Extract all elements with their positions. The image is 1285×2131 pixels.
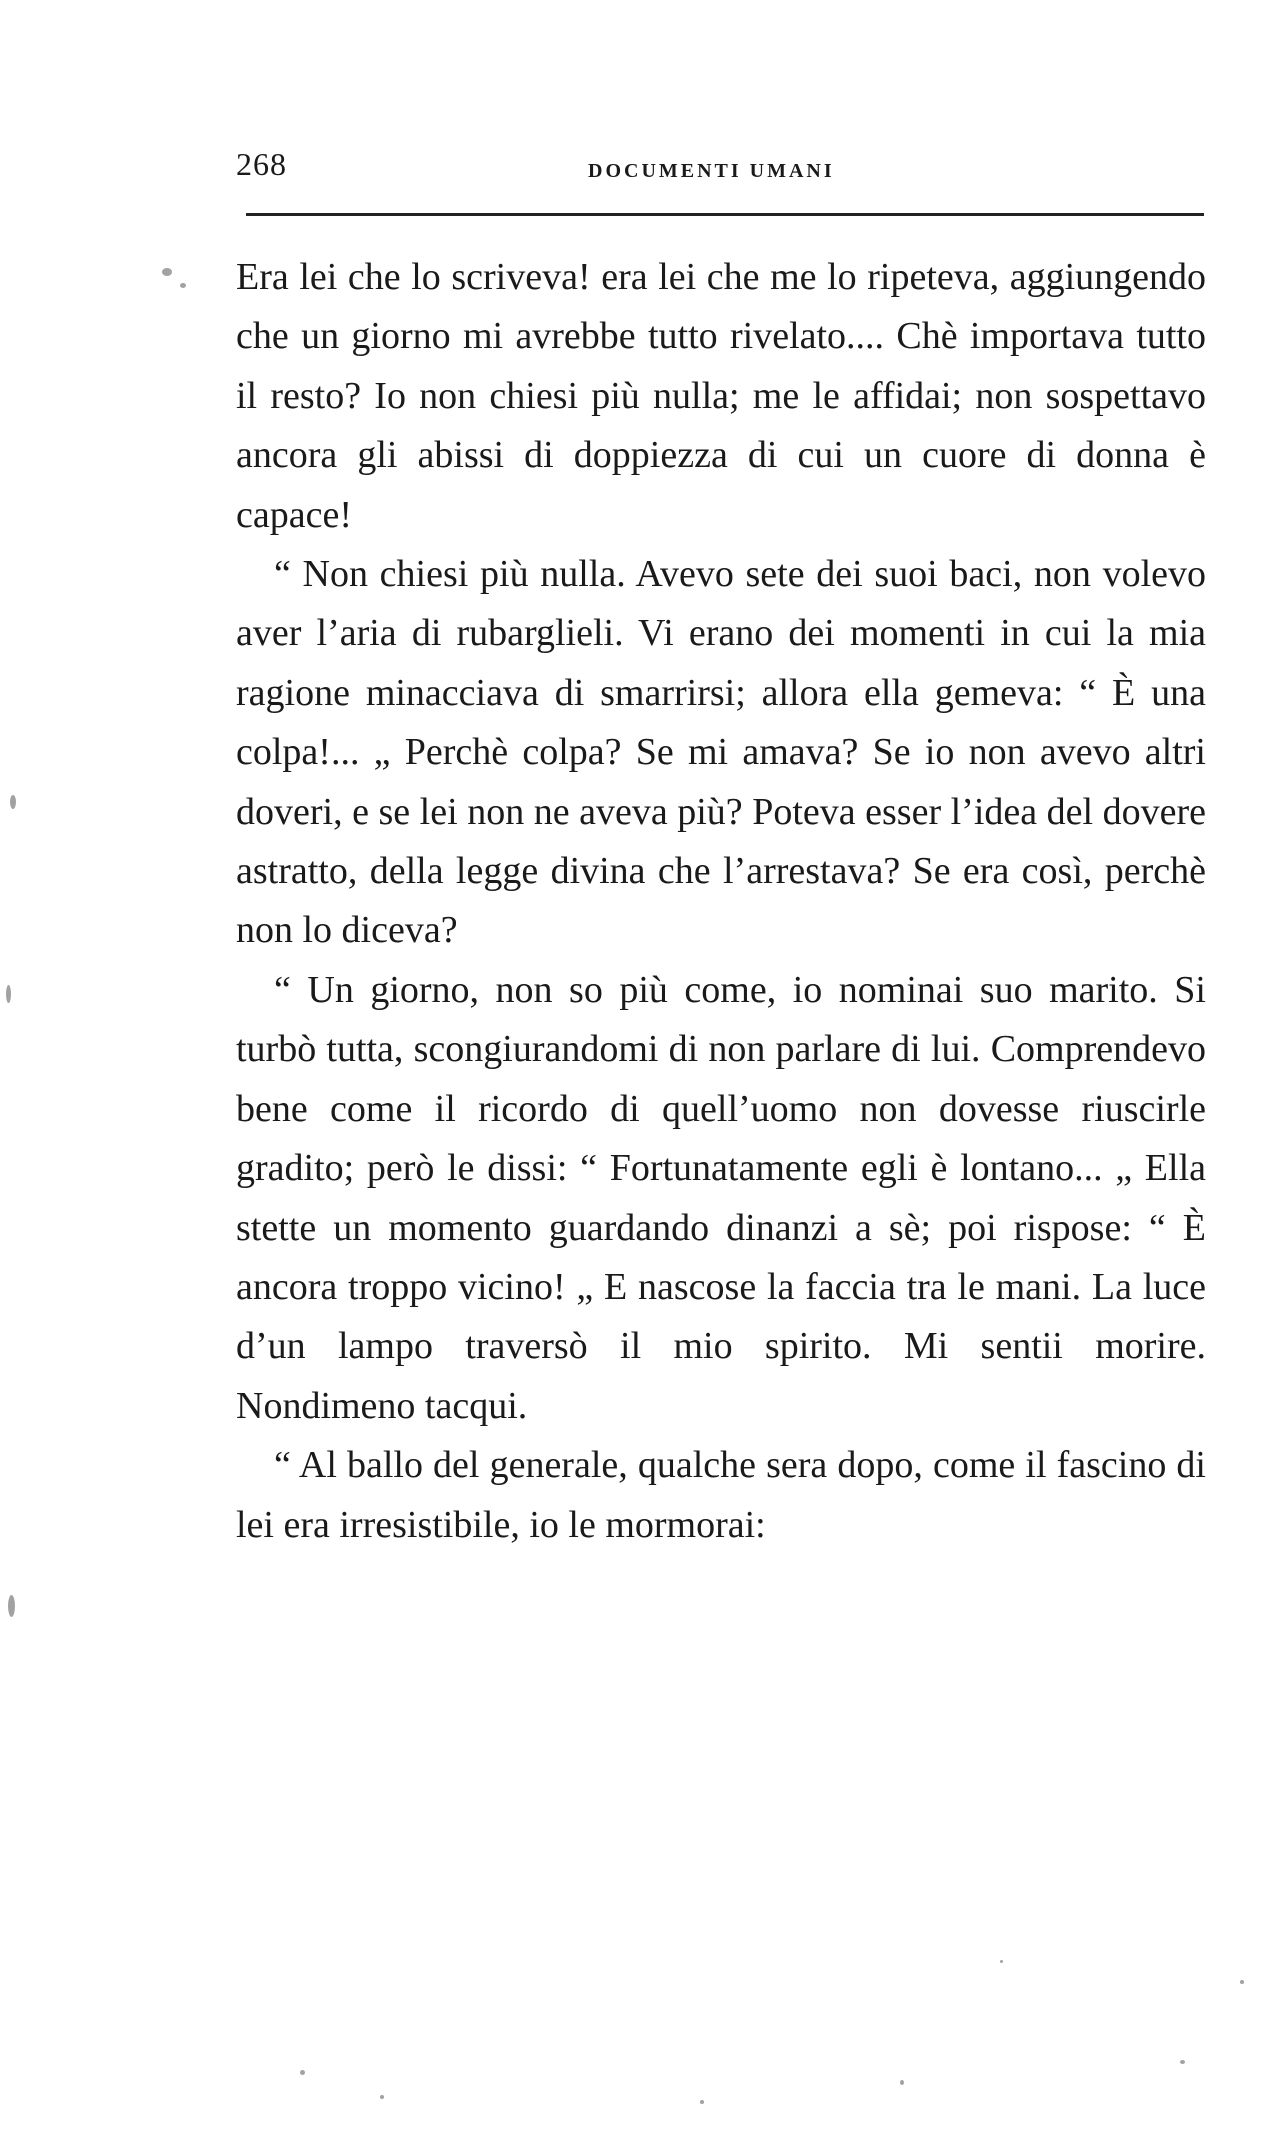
scan-speck (1000, 1960, 1003, 1963)
paragraph-3: “ Un giorno, non so più come, io nominai suo marito. Si turbò tutta, scongiurandomi di non parlare di lui. Comprendevo bene come il ricordo di quell’uomo non dovesse riuscirle gradito; però le dissi: “ Fortunatamente egli è lontano... „ Ella stette un momento guardando dinanzi a sè; poi rispose: “ È ancora troppo vicino! „ E nascose la faccia tra le mani. La luce d’un lampo traversò il mio spirito. Mi sentii morire. Nondimeno tacqui. (236, 968, 1206, 1427)
paragraph-1: Era lei che lo scriveva! era lei che me lo ripeteva, aggiungendo che un giorno mi avrebbe tutto rivelato.... Chè importava tutto il resto? Io non chiesi più nulla; me le affidai; non sospettavo ancora gli abissi di doppiezza di cui un cuore di donna è capace! (236, 256, 1206, 536)
scan-speck (1240, 1980, 1244, 1984)
scan-speck (300, 2070, 305, 2075)
scan-speck (380, 2095, 384, 2099)
running-title: DOCUMENTI UMANI (588, 160, 835, 182)
header-rule (246, 213, 1204, 216)
scan-speck (700, 2100, 704, 2104)
scan-speck (8, 1595, 15, 1617)
scan-speck (1180, 2060, 1185, 2064)
page-header (236, 146, 1208, 186)
body-text (236, 248, 1206, 1555)
scan-speck (162, 268, 172, 276)
scan-speck (900, 2080, 904, 2085)
paragraph-4: “ Al ballo del generale, qualche sera dopo, come il fascino di lei era irresistibile, io le mormorai: (236, 1444, 1206, 1546)
page-number: 268 (236, 146, 287, 182)
scan-speck (10, 795, 16, 809)
scan-speck (180, 283, 186, 288)
paragraph-2: “ Non chiesi più nulla. Avevo sete dei suoi baci, non volevo aver l’aria di rubarglieli. Vi erano dei momenti in cui la mia ragione minacciava di smarrirsi; allora ella gemeva: “ È una colpa!... „ Perchè colpa? Se mi amava? Se io non avevo altri doveri, e se lei non ne aveva più? Poteva esser l’idea del dovere astratto, della legge divina che l’arrestava? Se era così, perchè non lo diceva? (236, 553, 1206, 952)
scan-speck (6, 985, 11, 1003)
